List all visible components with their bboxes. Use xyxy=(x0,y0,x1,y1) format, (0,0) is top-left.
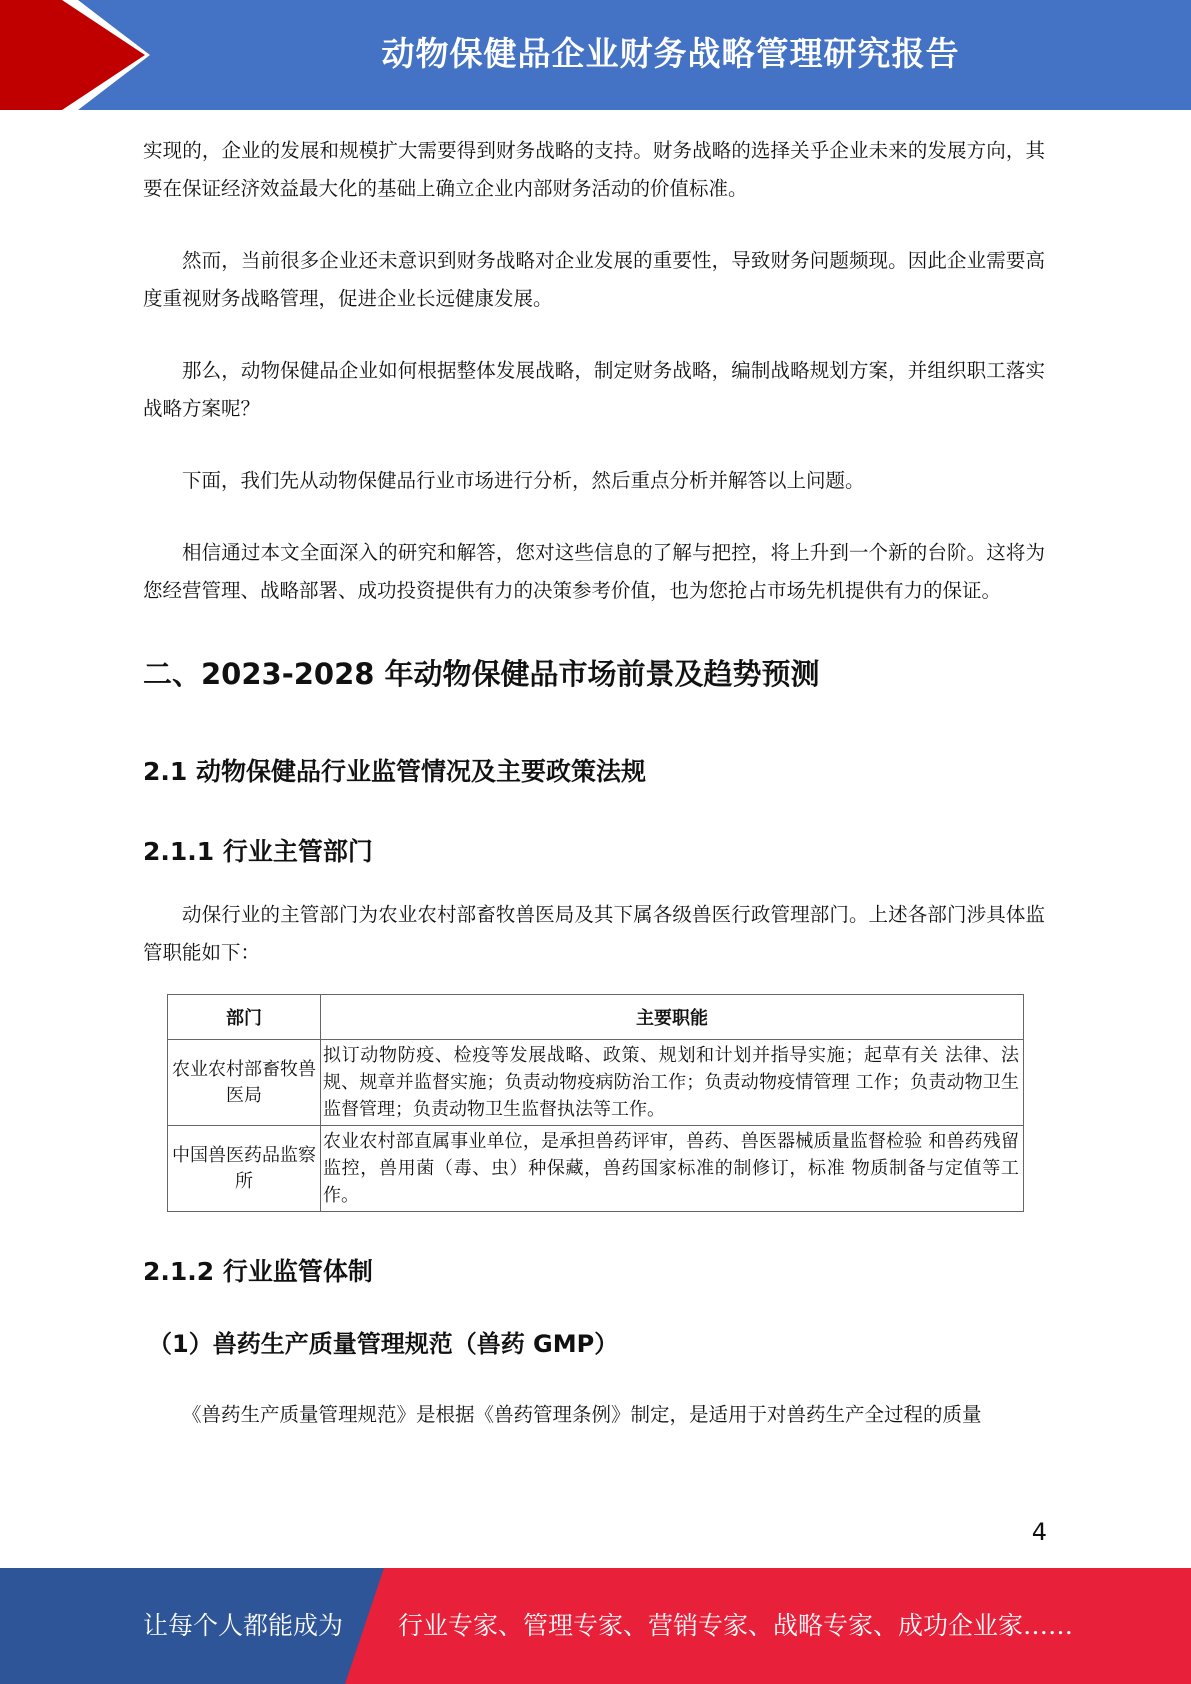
footer-slogan-right: 行业专家、管理专家、营销专家、战略专家、成功企业家…… xyxy=(398,1611,1074,1640)
table-header-row xyxy=(168,995,1024,1040)
document-body xyxy=(143,132,1045,1434)
paragraph: 那么，动物保健品企业如何根据整体发展战略，制定财务战略，编制战略规划方案，并组织职工落实战略方案呢？ xyxy=(143,359,1045,420)
header-title: 动物保健品企业财务战略管理研究报告 xyxy=(381,34,960,73)
table-header-cell: 主要职能 xyxy=(321,995,1024,1040)
table-row xyxy=(168,1126,1024,1212)
table-cell-duty: 拟订动物防疫、检疫等发展战略、政策、规划和计划并指导实施；起草有关 法律、法规、规章并监督实施；负责动物疫病防治工作；负责动物疫情管理 工作；负责动物卫生监督管理；负责动物卫生监督执法等工作。 xyxy=(321,1040,1024,1126)
section-heading-2: 二、2023-2028 年动物保健品市场前景及趋势预测 xyxy=(143,657,820,691)
subsection-heading-gmp: （1）兽药生产质量管理规范（兽药 GMP） xyxy=(148,1330,619,1358)
table-cell-dept: 中国兽医药品监察所 xyxy=(168,1126,321,1212)
paragraph: 相信通过本文全面深入的研究和解答，您对这些信息的了解与把控，将上升到一个新的台阶。这将为您经营管理、战略部署、成功投资提供有力的决策参考价值，也为您抢占市场先机提供有力的保证。 xyxy=(143,541,1045,602)
table-header-cell: 部门 xyxy=(168,995,321,1040)
table-row xyxy=(168,1040,1024,1126)
footer-slogan-left: 让每个人都能成为 xyxy=(143,1611,344,1640)
page-number: 4 xyxy=(1031,1518,1047,1546)
page-header xyxy=(0,0,1191,110)
regulator-table xyxy=(167,994,1024,1212)
table-cell-duty: 农业农村部直属事业单位，是承担兽药评审，兽药、兽医器械质量监督检验 和兽药残留监控，兽用菌（毒、虫）种保藏，兽药国家标准的制修订，标准 物质制备与定值等工作。 xyxy=(321,1126,1024,1212)
table-cell-dept: 农业农村部畜牧兽医局 xyxy=(168,1040,321,1126)
paragraph: 然而，当前很多企业还未意识到财务战略对企业发展的重要性，导致财务问题频现。因此企业需要高度重视财务战略管理，促进企业长远健康发展。 xyxy=(143,249,1045,310)
paragraph: 《兽药生产质量管理规范》是根据《兽药管理条例》制定，是适用于对兽药生产全过程的质量 xyxy=(182,1403,982,1426)
subsection-heading-2-1: 2.1 动物保健品行业监管情况及主要政策法规 xyxy=(143,757,646,786)
paragraph: 实现的，企业的发展和规模扩大需要得到财务战略的支持。财务战略的选择关乎企业未来的发展方向，其要在保证经济效益最大化的基础上确立企业内部财务活动的价值标准。 xyxy=(143,139,1045,200)
page-footer xyxy=(0,1568,1191,1684)
paragraph: 动保行业的主管部门为农业农村部畜牧兽医局及其下属各级兽医行政管理部门。上述各部门涉具体监管职能如下： xyxy=(143,903,1045,964)
paragraph: 下面，我们先从动物保健品行业市场进行分析，然后重点分析并解答以上问题。 xyxy=(182,469,865,492)
subsection-heading-2-1-1: 2.1.1 行业主管部门 xyxy=(143,837,373,866)
subsection-heading-2-1-2: 2.1.2 行业监管体制 xyxy=(143,1257,373,1286)
